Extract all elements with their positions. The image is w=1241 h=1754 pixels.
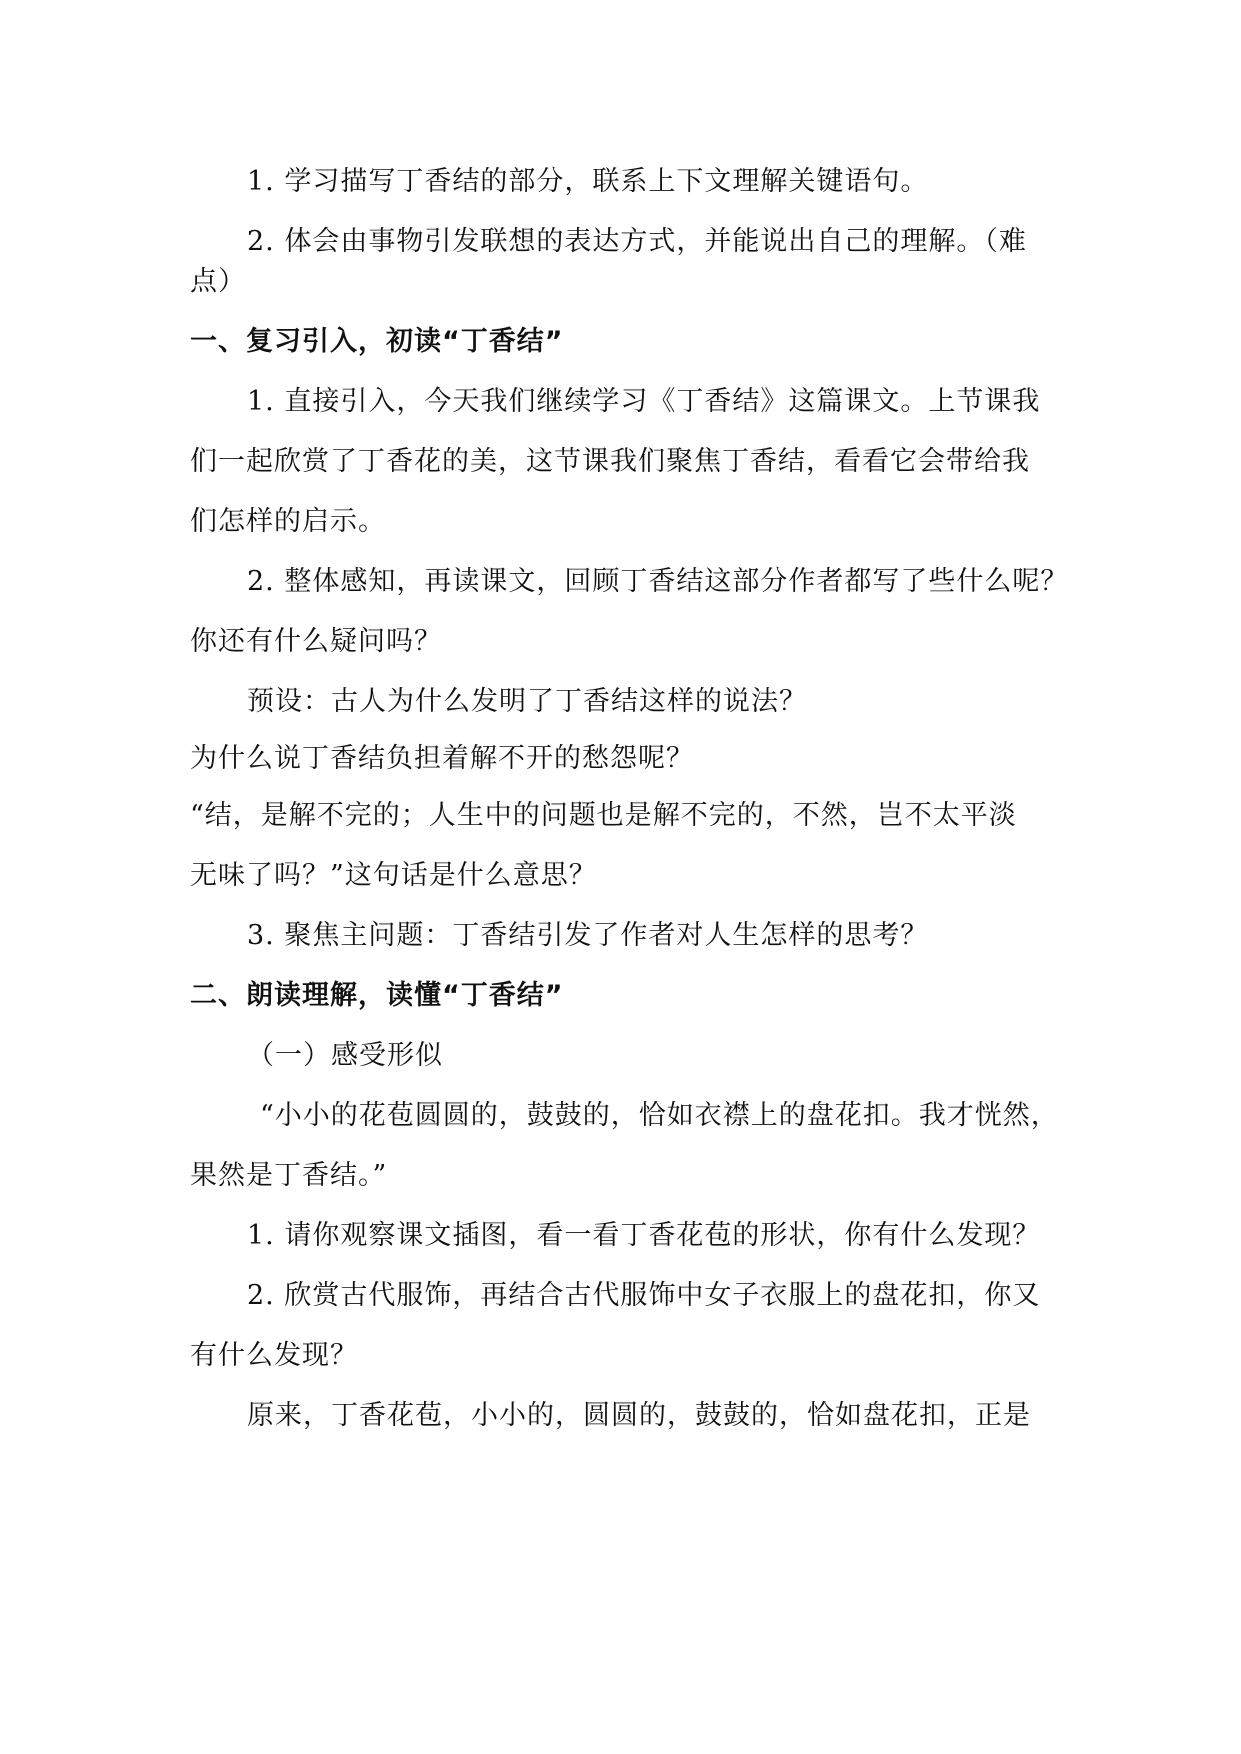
goal-2: 2. 体会由事物引发联想的表达方式，并能说出自己的理解。（难: [247, 226, 1027, 257]
paragraph: 2. 整体感知，再读课文，回顾丁香结这部分作者都写了些什么呢？: [247, 566, 1069, 597]
quote: “小小的花苞圆圆的，鼓鼓的，恰如衣襟上的盘花扣。我才恍然，: [260, 1100, 1059, 1131]
quote: 果然是丁香结。”: [190, 1160, 388, 1191]
paragraph: 预设：古人为什么发明了丁香结这样的说法？: [247, 686, 807, 717]
goal-2-cont: 点）: [190, 266, 246, 297]
sub-heading: （一）感受形似: [247, 1040, 443, 1071]
paragraph: 3. 聚焦主问题：丁香结引发了作者对人生怎样的思考？: [247, 920, 929, 951]
paragraph: 们怎样的启示。: [190, 506, 386, 537]
paragraph: 们一起欣赏了丁香花的美，这节课我们聚焦丁香结，看看它会带给我: [190, 446, 1030, 477]
paragraph: 2. 欣赏古代服饰，再结合古代服饰中女子衣服上的盘花扣，你又: [247, 1280, 1041, 1311]
paragraph: 有什么发现？: [190, 1340, 358, 1371]
paragraph: 为什么说丁香结负担着解不开的愁怨呢？: [190, 743, 694, 774]
paragraph: 1. 请你观察课文插图，看一看丁香花苞的形状，你有什么发现？: [247, 1220, 1041, 1251]
paragraph: 1. 直接引入，今天我们继续学习《丁香结》这篇课文。上节课我: [247, 386, 1041, 417]
goal-1: 1. 学习描写丁香结的部分，联系上下文理解关键语句。: [247, 166, 929, 197]
paragraph: “结，是解不完的；人生中的问题也是解不完的，不然，岂不太平淡: [190, 800, 1017, 831]
paragraph: 无味了吗？”这句话是什么意思？: [190, 860, 597, 891]
paragraph: 原来，丁香花苞，小小的，圆圆的，鼓鼓的，恰如盘花扣，正是: [247, 1400, 1031, 1431]
section-heading-2: 二、朗读理解，读懂“丁香结”: [190, 980, 564, 1011]
paragraph: 你还有什么疑问吗？: [190, 626, 442, 657]
section-heading-1: 一、复习引入，初读“丁香结”: [190, 326, 564, 357]
